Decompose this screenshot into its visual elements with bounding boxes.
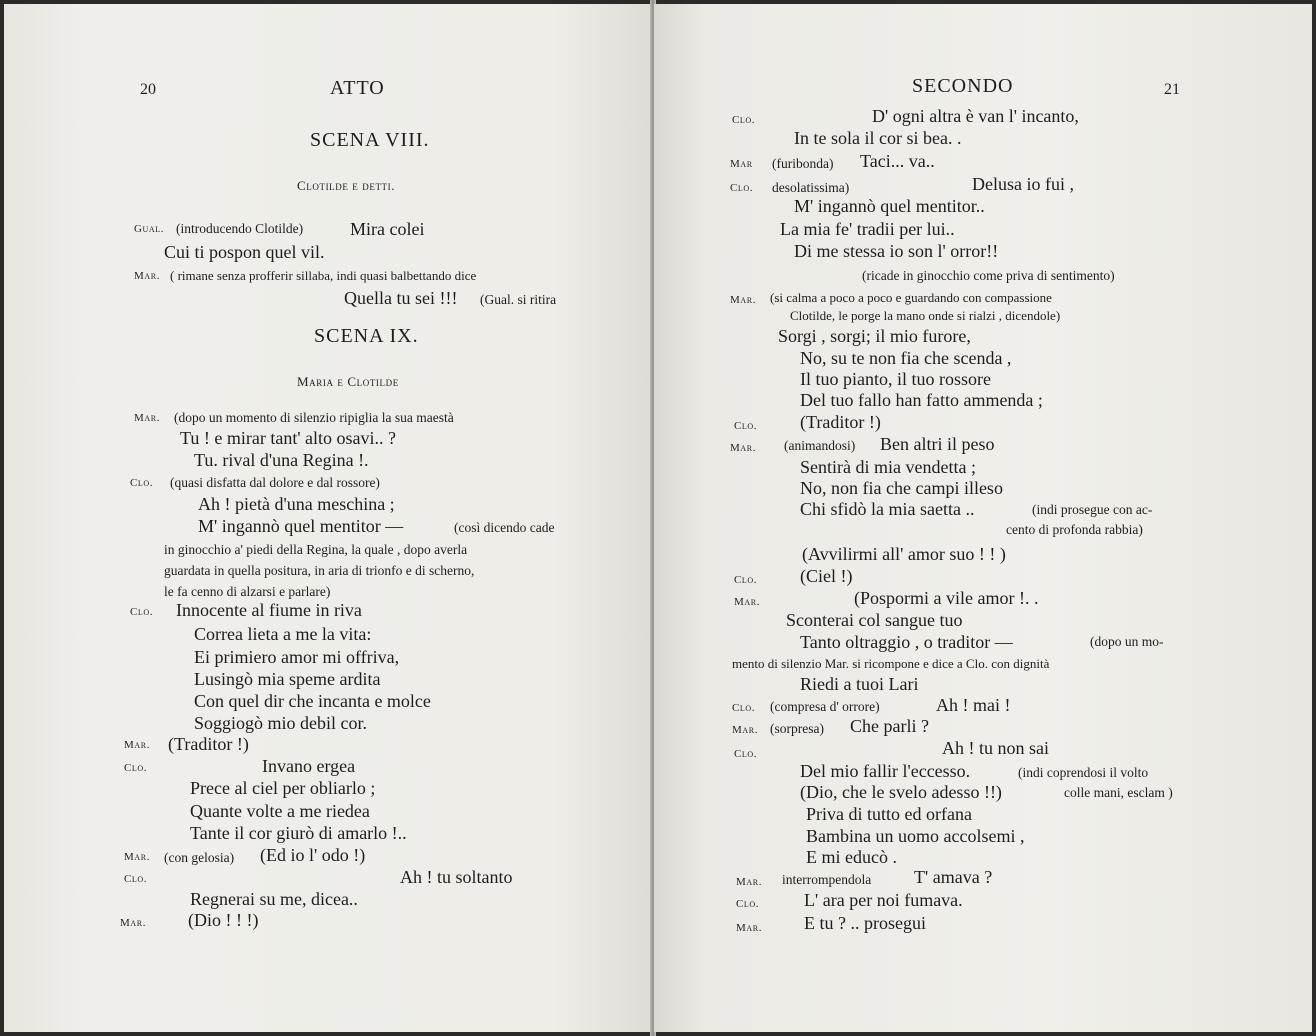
verse-line: (Dio ! ! !): [188, 910, 259, 930]
stage-direction: (animandosi): [784, 438, 856, 453]
verse-line: (Ed io l' odo !): [260, 845, 366, 865]
stage-direction: (dopo un mo-: [1090, 634, 1164, 649]
stage-direction: (con gelosia): [164, 850, 235, 865]
verse-line: M' ingannò quel mentitor —: [198, 516, 404, 536]
running-head: SECONDO: [912, 75, 1014, 97]
verse-line: Bambina un uomo accolsemi ,: [806, 826, 1025, 846]
speaker-label: Gual.: [134, 223, 165, 235]
verse-line: La mia fe' tradii per lui..: [780, 219, 955, 239]
stage-direction: (ricade in ginocchio come priva di sentimento): [862, 268, 1115, 283]
stage-direction: (indi prosegue con ac-: [1032, 502, 1153, 517]
verse-line: (Dio, che le svelo adesso !!): [800, 782, 1002, 802]
speaker-label: Clo.: [732, 114, 756, 126]
speaker-label: Clo.: [124, 873, 148, 885]
verse-line: Taci... va..: [860, 151, 935, 171]
verse-line: Sconterai col sangue tuo: [786, 610, 963, 630]
speaker-label: Mar.: [730, 294, 757, 306]
stage-direction: (si calma a poco a poco e guardando con compassione: [770, 290, 1052, 305]
verse-line: Tu. rival d'una Regina !.: [194, 450, 369, 470]
speaker-label: Mar.: [736, 922, 763, 934]
stage-direction: guardata in quella positura, in aria di trionfo e di scherno,: [164, 563, 475, 578]
verse-line: Invano ergea: [262, 756, 356, 776]
verse-line: (Ciel !): [800, 566, 853, 586]
verse-line: Del mio fallir l'eccesso.: [800, 761, 971, 781]
page-number: 20: [140, 81, 156, 98]
running-head: ATTO: [330, 77, 385, 99]
stage-direction: (introducendo Clotilde): [176, 221, 304, 236]
verse-line: Sentirà di mia vendetta ;: [800, 457, 976, 477]
verse-line: Che parli ?: [850, 716, 929, 736]
stage-direction: (così dicendo cade: [454, 520, 555, 535]
stage-direction: cento di profonda rabbia): [1006, 522, 1143, 537]
verse-line: Riedi a tuoi Lari: [800, 674, 919, 694]
verse-line: Tu ! e mirar tant' alto osavi.. ?: [180, 428, 397, 448]
verse-line: Priva di tutto ed orfana: [806, 804, 972, 824]
speaker-label: Mar: [730, 158, 753, 170]
verse-line: (Avvilirmi all' amor suo ! ! ): [802, 544, 1006, 564]
scene-title: SCENA VIII.: [310, 129, 430, 151]
left-page: [4, 4, 652, 1032]
verse-line: D' ogni altra è van l' incanto,: [872, 106, 1079, 126]
speaker-label: Mar.: [734, 596, 761, 608]
verse-line: Chi sfidò la mia saetta ..: [800, 499, 975, 519]
stage-direction: (indi coprendosi il volto: [1018, 765, 1149, 780]
speaker-label: Clo.: [734, 748, 758, 760]
stage-direction: mento di silenzio Mar. si ricompone e dice a Clo. con dignità: [732, 656, 1050, 671]
scene-characters: Clotilde e detti.: [297, 178, 396, 193]
stage-direction: le fa cenno di alzarsi e parlare): [164, 584, 331, 599]
speaker-label: Clo.: [730, 182, 754, 194]
verse-line: E mi educò .: [806, 847, 897, 867]
verse-line: Del tuo fallo han fatto ammenda ;: [800, 390, 1043, 410]
verse-line: Correa lieta a me la vita:: [194, 624, 372, 644]
speaker-label: Clo.: [124, 762, 148, 774]
speaker-label: Mar.: [134, 270, 161, 282]
page-number: 21: [1164, 81, 1180, 98]
verse-line: Ah ! tu soltanto: [400, 867, 513, 887]
verse-line: (Traditor !): [168, 734, 249, 754]
verse-line: M' ingannò quel mentitor..: [794, 196, 985, 216]
verse-line: Tante il cor giurò di amarlo !..: [190, 823, 407, 843]
verse-line: Ei primiero amor mi offriva,: [194, 647, 400, 667]
verse-line: (Traditor !): [800, 412, 881, 432]
speaker-label: Mar.: [134, 412, 161, 424]
speaker-label: Clo.: [130, 606, 154, 618]
stage-direction: (compresa d' orrore): [770, 699, 880, 714]
verse-line: Quante volte a me riedea: [190, 801, 370, 821]
speaker-label: Mar.: [124, 851, 151, 863]
speaker-label: Clo.: [734, 420, 758, 432]
verse-line: Mira colei: [350, 219, 425, 239]
verse-line: Innocente al fiume in riva: [176, 600, 362, 620]
verse-line: Quella tu sei !!!: [344, 288, 458, 308]
verse-line: Con quel dir che incanta e molce: [194, 691, 431, 711]
stage-direction: (furibonda): [772, 156, 834, 171]
verse-line: Delusa io fui ,: [972, 174, 1074, 194]
stage-direction: (dopo un momento di silenzio ripiglia la sua maestà: [174, 410, 454, 425]
verse-line: Ben altri il peso: [880, 434, 995, 454]
stage-direction: (quasi disfatta dal dolore e dal rossore): [170, 475, 380, 490]
verse-line: Ah ! pietà d'una meschina ;: [198, 494, 395, 514]
verse-line: Regnerai su me, dicea..: [190, 889, 358, 909]
speaker-label: Mar.: [124, 739, 151, 751]
speaker-label: Clo.: [734, 574, 758, 586]
verse-line: No, non fia che campi illeso: [800, 478, 1003, 498]
speaker-label: Mar.: [120, 917, 147, 929]
stage-direction: ( rimane senza profferir sillaba, indi quasi balbettando dice: [170, 268, 477, 283]
speaker-label: Clo.: [736, 898, 760, 910]
verse-line: Sorgi , sorgi; il mio furore,: [778, 326, 971, 346]
verse-line: (Pospormi a vile amor !. .: [854, 588, 1039, 608]
verse-line: Lusingò mia speme ardita: [194, 669, 381, 689]
stage-direction: Clotilde, le porge la mano onde si rialzi , dicendole): [790, 308, 1061, 323]
scene-characters: Maria e Clotilde: [297, 374, 399, 389]
verse-line: Ah ! mai !: [936, 695, 1011, 715]
verse-line: Prece al ciel per obliarlo ;: [190, 778, 376, 798]
verse-line: Di me stessa io son l' orror!!: [794, 241, 999, 261]
verse-line: In te sola il cor si bea. .: [794, 128, 962, 148]
verse-line: Ah ! tu non sai: [942, 738, 1049, 758]
speaker-label: Clo.: [732, 702, 756, 714]
scene-title: SCENA IX.: [314, 325, 419, 347]
speaker-label: Mar.: [730, 442, 757, 454]
stage-direction: colle mani, esclam ): [1064, 785, 1173, 800]
stage-direction: in ginocchio a' piedi della Regina, la quale , dopo averla: [164, 542, 468, 557]
stage-direction: desolatissima): [772, 180, 850, 195]
stage-direction: (sorpresa): [770, 721, 824, 736]
verse-line: Cui ti pospon quel vil.: [164, 242, 325, 262]
stage-direction: (Gual. si ritira: [480, 292, 557, 307]
verse-line: T' amava ?: [914, 867, 993, 887]
verse-line: Soggiogò mio debil cor.: [194, 713, 367, 733]
verse-line: No, su te non fia che scenda ,: [800, 348, 1012, 368]
stage-direction: interrompendola: [782, 872, 872, 887]
verse-line: Tanto oltraggio , o traditor —: [800, 632, 1013, 652]
verse-line: L' ara per noi fumava.: [804, 890, 963, 910]
verse-line: Il tuo pianto, il tuo rossore: [800, 369, 991, 389]
speaker-label: Mar.: [736, 876, 763, 888]
right-page: [654, 4, 1312, 1032]
speaker-label: Clo.: [130, 477, 154, 489]
verse-line: E tu ? .. prosegui: [804, 913, 926, 933]
speaker-label: Mar.: [732, 724, 759, 736]
